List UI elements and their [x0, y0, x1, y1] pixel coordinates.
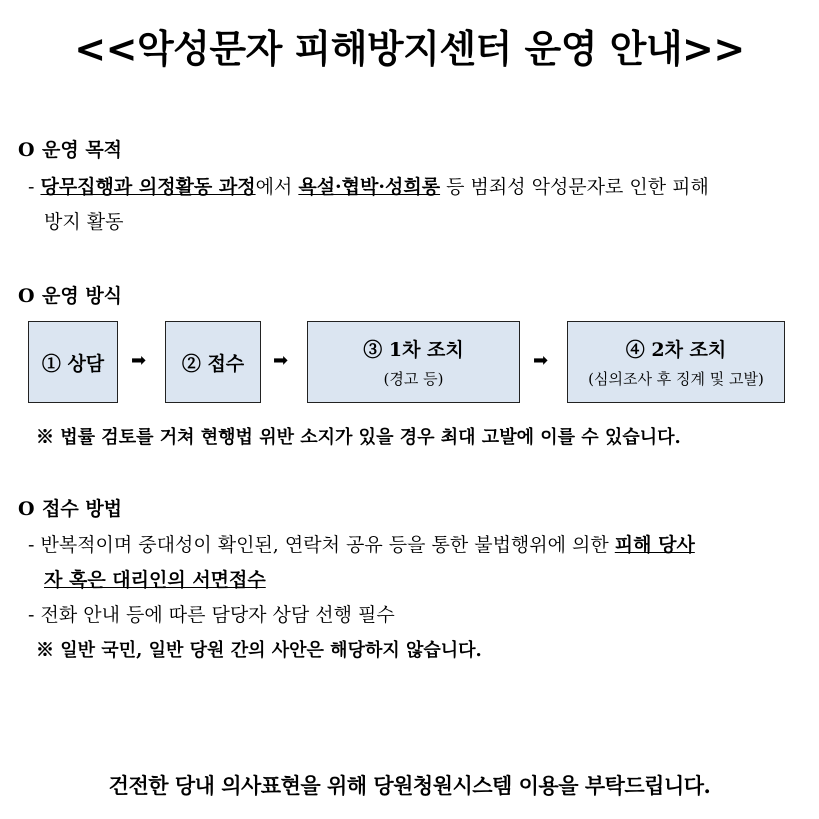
page-title: <<악성문자 피해방지센터 운영 안내>> [74, 27, 745, 71]
receipt-item-2 [28, 600, 395, 627]
step-label: ② 접수 [181, 352, 245, 375]
receipt-item-2-text: 전화 안내 등에 따른 담당자 상담 선행 필수 [40, 604, 395, 626]
dash-bullet: - [28, 604, 35, 626]
step-box-receive [165, 321, 261, 403]
receipt-item-1-text: 반복적이며 중대성이 확인된, 연락처 공유 등을 통한 불법행위에 의한 [40, 534, 615, 556]
receipt-item-1-line-2 [44, 565, 266, 592]
circle-bullet-icon: O [18, 498, 35, 520]
receipt-underlined-1: 피해 당사 [614, 534, 695, 556]
purpose-line-1 [28, 172, 709, 199]
right-arrow-icon: ➡ [131, 350, 147, 371]
method-heading-text: 운영 방식 [42, 285, 123, 307]
section-heading-method [18, 281, 122, 308]
step-box-second-action [567, 321, 785, 403]
dash-bullet: - [28, 176, 35, 198]
circle-bullet-icon: O [18, 285, 35, 307]
purpose-line-2: 방지 활동 [44, 211, 124, 233]
step-sublabel: (경고 등) [383, 370, 444, 388]
dash-bullet: - [28, 534, 35, 556]
purpose-heading-text: 운영 목적 [42, 139, 123, 161]
section-heading-receipt [18, 494, 122, 521]
purpose-text-1: 에서 [255, 176, 299, 198]
method-note: ※ 법률 검토를 거쳐 현행법 위반 소지가 있을 경우 최대 고발에 이를 수 있습니다. [36, 427, 681, 448]
purpose-underlined-2: 욕설·협박·성희롱 [298, 176, 441, 198]
right-arrow-icon: ➡ [273, 350, 289, 371]
section-heading-purpose [18, 135, 122, 162]
right-arrow-icon: ➡ [533, 350, 549, 371]
circle-bullet-icon: O [18, 139, 35, 161]
step-label: ③ 1차 조치 [363, 339, 464, 361]
footer-message: 건전한 당내 의사표현을 위해 당원청원시스템 이용을 부탁드립니다. [108, 773, 711, 798]
step-label: ④ 2차 조치 [625, 339, 727, 361]
step-box-first-action [307, 321, 520, 403]
receipt-note: ※ 일반 국민, 일반 당원 간의 사안은 해당하지 않습니다. [36, 640, 482, 661]
step-label: ① 상담 [41, 352, 105, 375]
receipt-item-1-line-1 [28, 530, 695, 557]
receipt-underlined-2: 자 혹은 대리인의 서면접수 [44, 569, 266, 591]
receipt-heading-text: 접수 방법 [42, 498, 123, 520]
purpose-underlined-1: 당무집행과 의정활동 과정 [40, 176, 256, 198]
purpose-text-2: 등 범죄성 악성문자로 인한 피해 [440, 176, 709, 198]
step-sublabel: (심의조사 후 징계 및 고발) [588, 370, 764, 388]
step-box-consult [28, 321, 118, 403]
